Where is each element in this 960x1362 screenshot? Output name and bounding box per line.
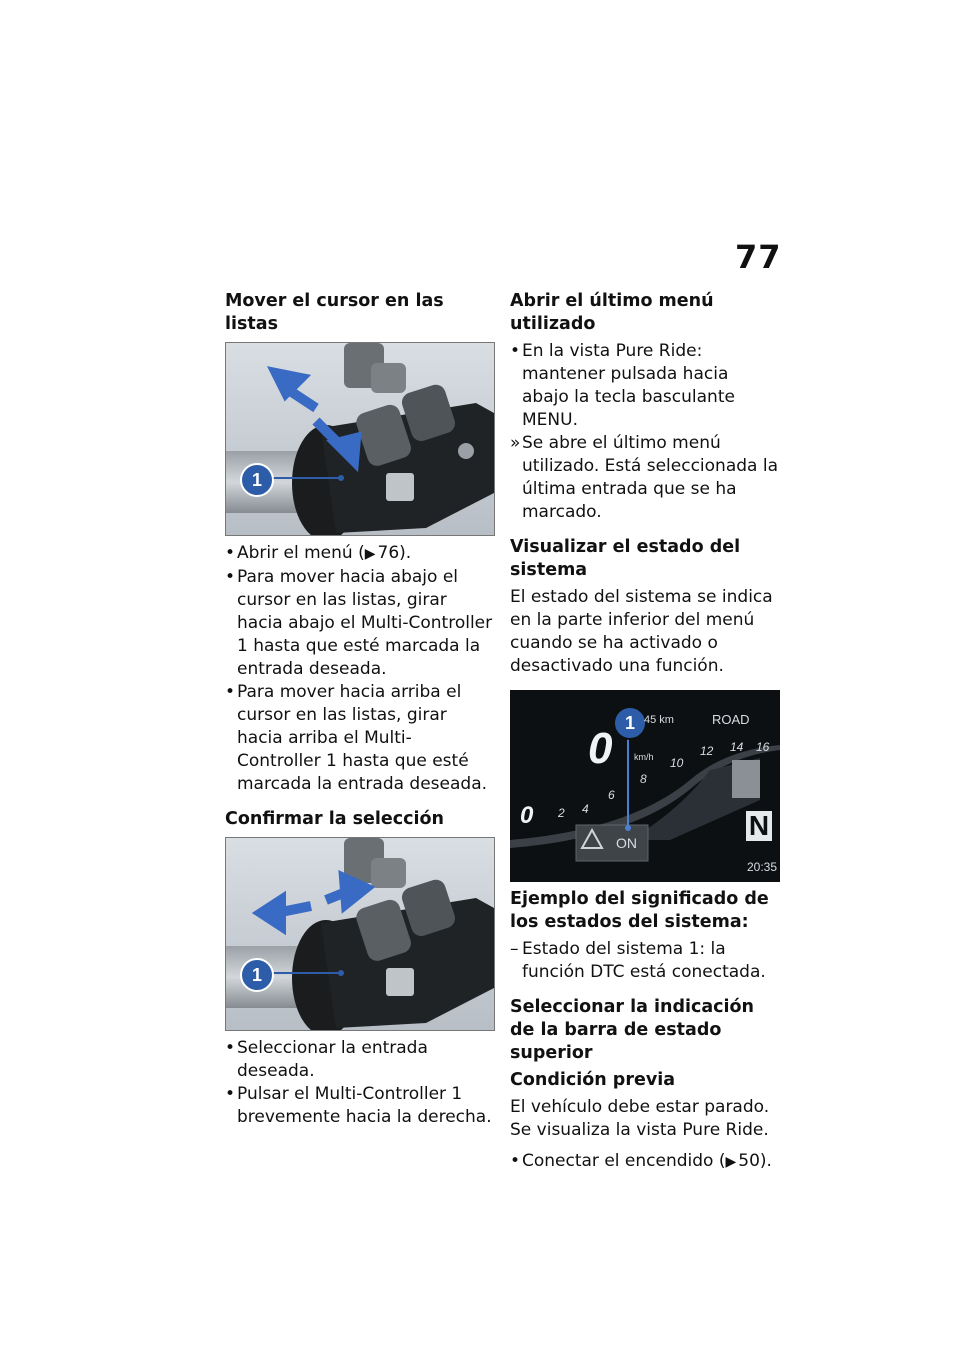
list-item: • En la vista Pure Ride: mantener pulsada hacia abajo la tecla basculante MENU. bbox=[510, 340, 780, 432]
rpm-tick: 2 bbox=[558, 806, 565, 820]
list-item: • Seleccionar la entrada deseada. bbox=[225, 1037, 495, 1083]
rpm-tick: 16 bbox=[756, 740, 770, 754]
handlebar-controller-illustration bbox=[226, 343, 494, 535]
list-item: • Para mover hacia arriba el cursor en las listas, girar hacia arriba el Multi-Controller 1 hasta que esté marcada la entrada deseada. bbox=[225, 681, 495, 796]
list-item: – Estado del sistema 1: la función DTC está conectada. bbox=[510, 938, 780, 984]
precondition-text: El vehículo debe estar parado. Se visualiza la vista Pure Ride. bbox=[510, 1097, 770, 1140]
riding-mode: ROAD bbox=[712, 712, 750, 727]
steps-confirm-selection bbox=[225, 1037, 495, 1129]
right-column bbox=[510, 290, 780, 1174]
page-reference-link[interactable]: 50 bbox=[738, 1151, 760, 1171]
rpm-tick: 4 bbox=[582, 802, 589, 816]
rpm-tick: 8 bbox=[640, 772, 647, 786]
steps-select-status-bar bbox=[510, 1150, 780, 1174]
status-value: ON bbox=[616, 835, 637, 851]
handlebar-controller-illustration bbox=[226, 838, 494, 1030]
clock: 20:35 bbox=[747, 860, 778, 874]
page-reference-arrow-icon: ▶ bbox=[725, 1154, 737, 1170]
section-heading-open-last-menu: Abrir el último menú utilizado bbox=[510, 291, 714, 334]
rpm-tick: 14 bbox=[730, 740, 744, 754]
figure-multi-controller-scroll bbox=[225, 342, 495, 536]
list-item: • Conectar el encendido (▶ 50). bbox=[510, 1150, 780, 1174]
steps-open-last-menu bbox=[510, 340, 780, 432]
section-heading-system-status: Visualizar el estado del sistema bbox=[510, 537, 741, 580]
list-item: • Pulsar el Multi-Controller 1 brevemente hacia la derecha. bbox=[225, 1083, 495, 1129]
section-heading-move-cursor: Mover el cursor en las listas bbox=[225, 291, 444, 334]
result-item: » Se abre el último menú utilizado. Está seleccionada la última entrada que se ha marcado. bbox=[510, 432, 780, 524]
result-open-last-menu bbox=[510, 432, 780, 524]
page-reference-link[interactable]: 76 bbox=[377, 543, 400, 563]
status-example-list bbox=[510, 938, 780, 984]
callout-1: 1 bbox=[613, 706, 647, 740]
list-item: • Para mover hacia abajo el cursor en las listas, girar hacia abajo el Multi-Controller 1 hasta que esté marcada la entrada deseada. bbox=[225, 566, 495, 681]
rpm-tick: 10 bbox=[670, 756, 684, 770]
speed-readout: 0 bbox=[588, 724, 613, 773]
subheading-precondition: Condición previa bbox=[510, 1070, 676, 1090]
steps-move-cursor bbox=[225, 542, 495, 796]
figure-dashboard-status bbox=[510, 690, 780, 882]
list-item: • Abrir el menú (▶ 76). bbox=[225, 542, 495, 566]
callout-1: 1 bbox=[240, 958, 274, 992]
system-status-description: El estado del sistema se indica en la parte inferior del menú cuando se ha activado o desactivado una función. bbox=[510, 587, 773, 676]
rpm-tick: 6 bbox=[608, 788, 615, 802]
page-number: 77 bbox=[735, 238, 782, 276]
page-reference-arrow-icon: ▶ bbox=[364, 546, 376, 562]
callout-1: 1 bbox=[240, 463, 274, 497]
speed-unit: km/h bbox=[634, 752, 654, 762]
rpm-tick: 12 bbox=[700, 744, 714, 758]
svg-text:N: N bbox=[748, 810, 770, 841]
left-column bbox=[225, 290, 495, 1129]
gear-indicator-left: 0 bbox=[520, 802, 534, 829]
section-heading-confirm-selection: Confirmar la selección bbox=[225, 809, 444, 829]
figure-multi-controller-push bbox=[225, 837, 495, 1031]
range-readout: 45 km bbox=[644, 714, 674, 726]
section-heading-select-status-bar: Seleccionar la indicación de la barra de estado superior bbox=[510, 997, 755, 1063]
section-heading-status-example: Ejemplo del significado de los estados del sistema: bbox=[510, 889, 769, 932]
